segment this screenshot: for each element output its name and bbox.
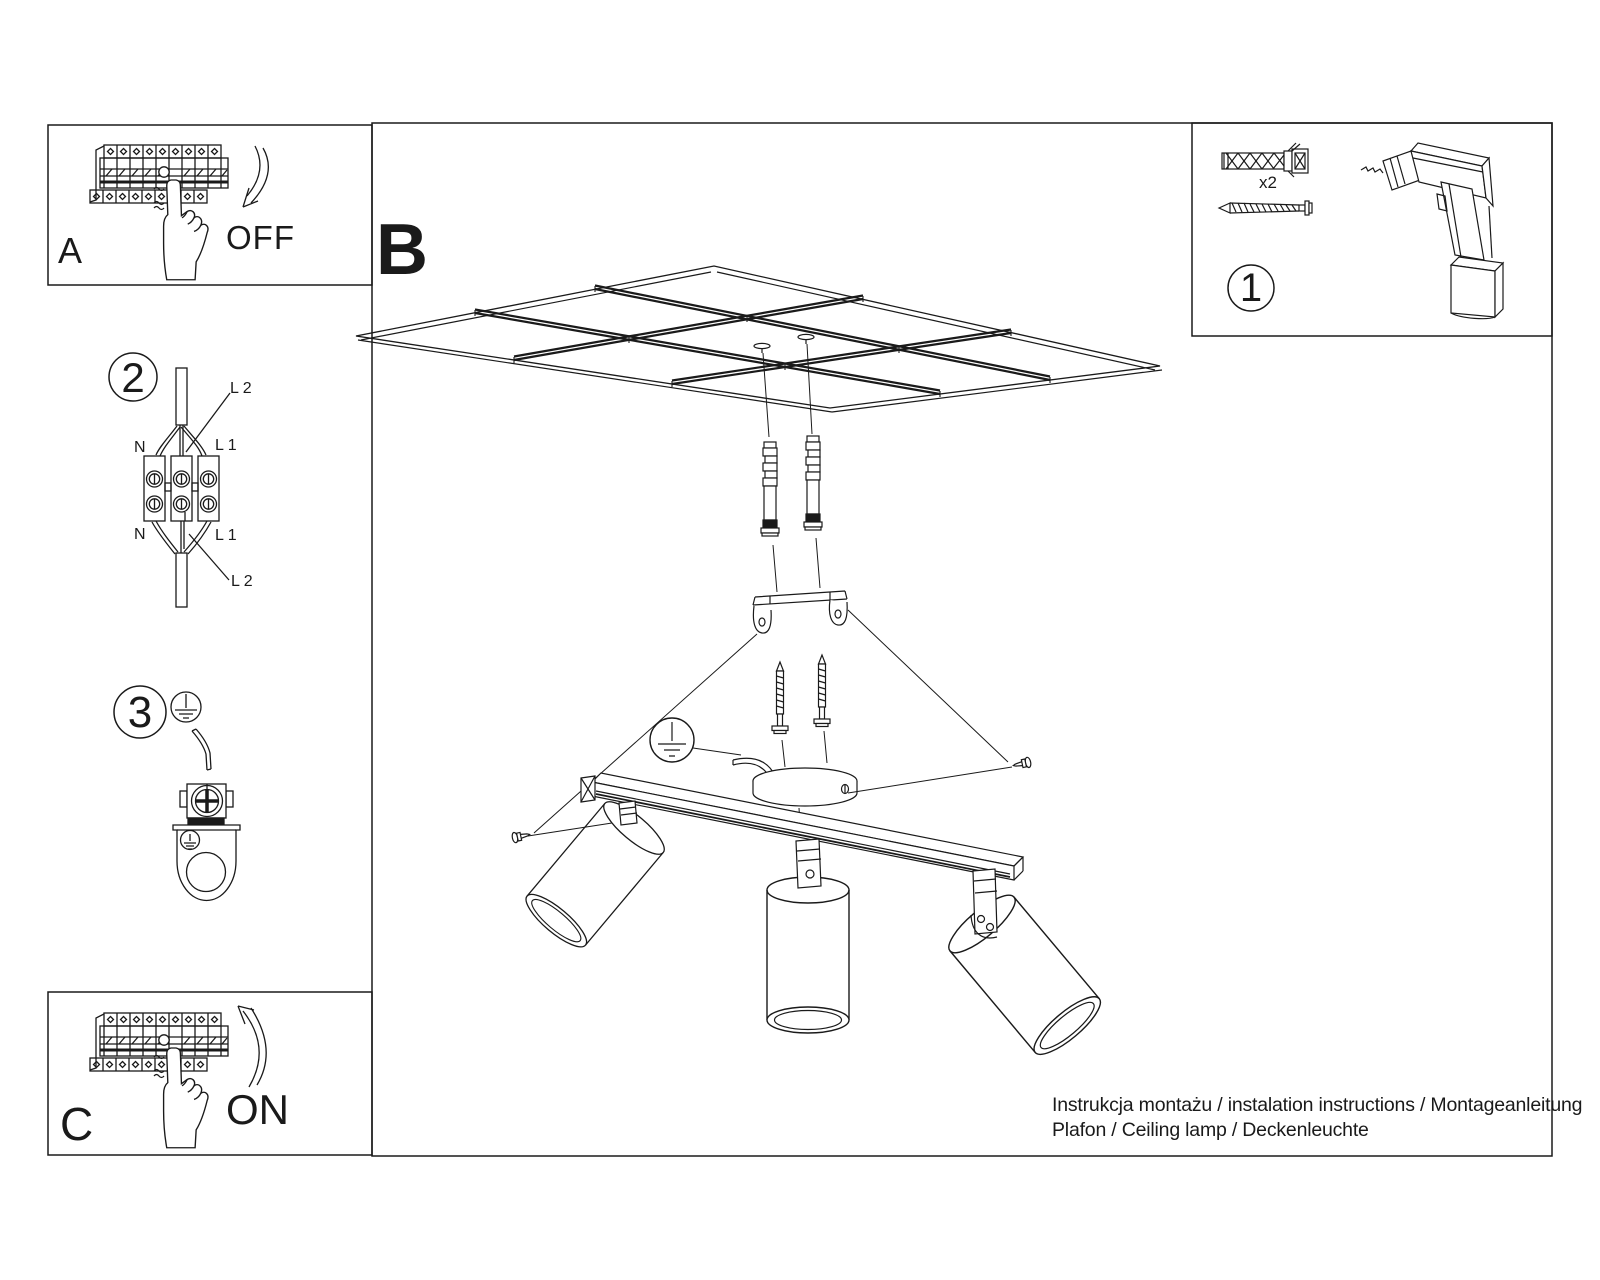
step-2-number: 2 xyxy=(121,354,145,401)
step-3-number: 3 xyxy=(127,688,153,737)
panel-a-label: A xyxy=(58,230,83,271)
wire-label-n-bottom: N xyxy=(134,526,146,543)
fixing-screw xyxy=(511,829,530,843)
breaker-off-drawing xyxy=(90,145,268,280)
wire-label-n-top: N xyxy=(134,439,146,456)
panel-c-label: C xyxy=(60,1098,94,1150)
ground-symbol-icon xyxy=(171,692,201,722)
on-label: ON xyxy=(226,1086,289,1133)
ground-symbol-icon xyxy=(650,718,694,762)
panel-b-label: B xyxy=(376,210,428,290)
spotlight-left xyxy=(519,794,671,954)
spotlight-middle xyxy=(767,877,849,1033)
mounting-screw xyxy=(772,662,788,734)
screw-icon xyxy=(1219,201,1312,215)
drill-icon xyxy=(1361,143,1503,319)
lamp-bracket-end xyxy=(173,825,240,901)
footer-title-line1: Instrukcja montażu / instalation instructions / Montageanleitung xyxy=(1052,1094,1583,1116)
assembly-drawing xyxy=(356,266,1162,1063)
canopy xyxy=(753,768,857,806)
drill-hole xyxy=(754,343,770,348)
mounting-bracket xyxy=(753,591,847,633)
terminal-block xyxy=(144,456,219,521)
screw-quantity-label: x2 xyxy=(1259,173,1277,192)
main-panel-b-frame xyxy=(372,123,1552,1156)
ground-wire xyxy=(192,729,211,770)
mounting-screw xyxy=(814,655,830,727)
spotlight-right xyxy=(941,887,1107,1063)
wire-label-l2-bottom: L 2 xyxy=(231,573,253,590)
panel-c-frame xyxy=(48,992,372,1155)
arrow-up-icon xyxy=(238,1006,266,1087)
wire-label-l1-bottom: L 1 xyxy=(215,527,237,544)
wall-plug xyxy=(761,442,779,536)
footer-title-line2: Plafon / Ceiling lamp / Deckenleuchte xyxy=(1052,1119,1369,1141)
wire-label-l2-top: L 2 xyxy=(230,380,252,397)
off-label: OFF xyxy=(226,219,295,256)
wall-plug xyxy=(804,436,822,530)
arrow-down-icon xyxy=(243,146,268,207)
wall-plug-icon xyxy=(1222,143,1308,177)
ceiling-grid xyxy=(356,266,1162,412)
drill-hole xyxy=(798,334,814,339)
ground-terminal xyxy=(180,784,233,825)
fixing-screw xyxy=(1012,757,1031,771)
step-1-number: 1 xyxy=(1239,266,1263,310)
wire-label-l1-top: L 1 xyxy=(215,437,237,454)
